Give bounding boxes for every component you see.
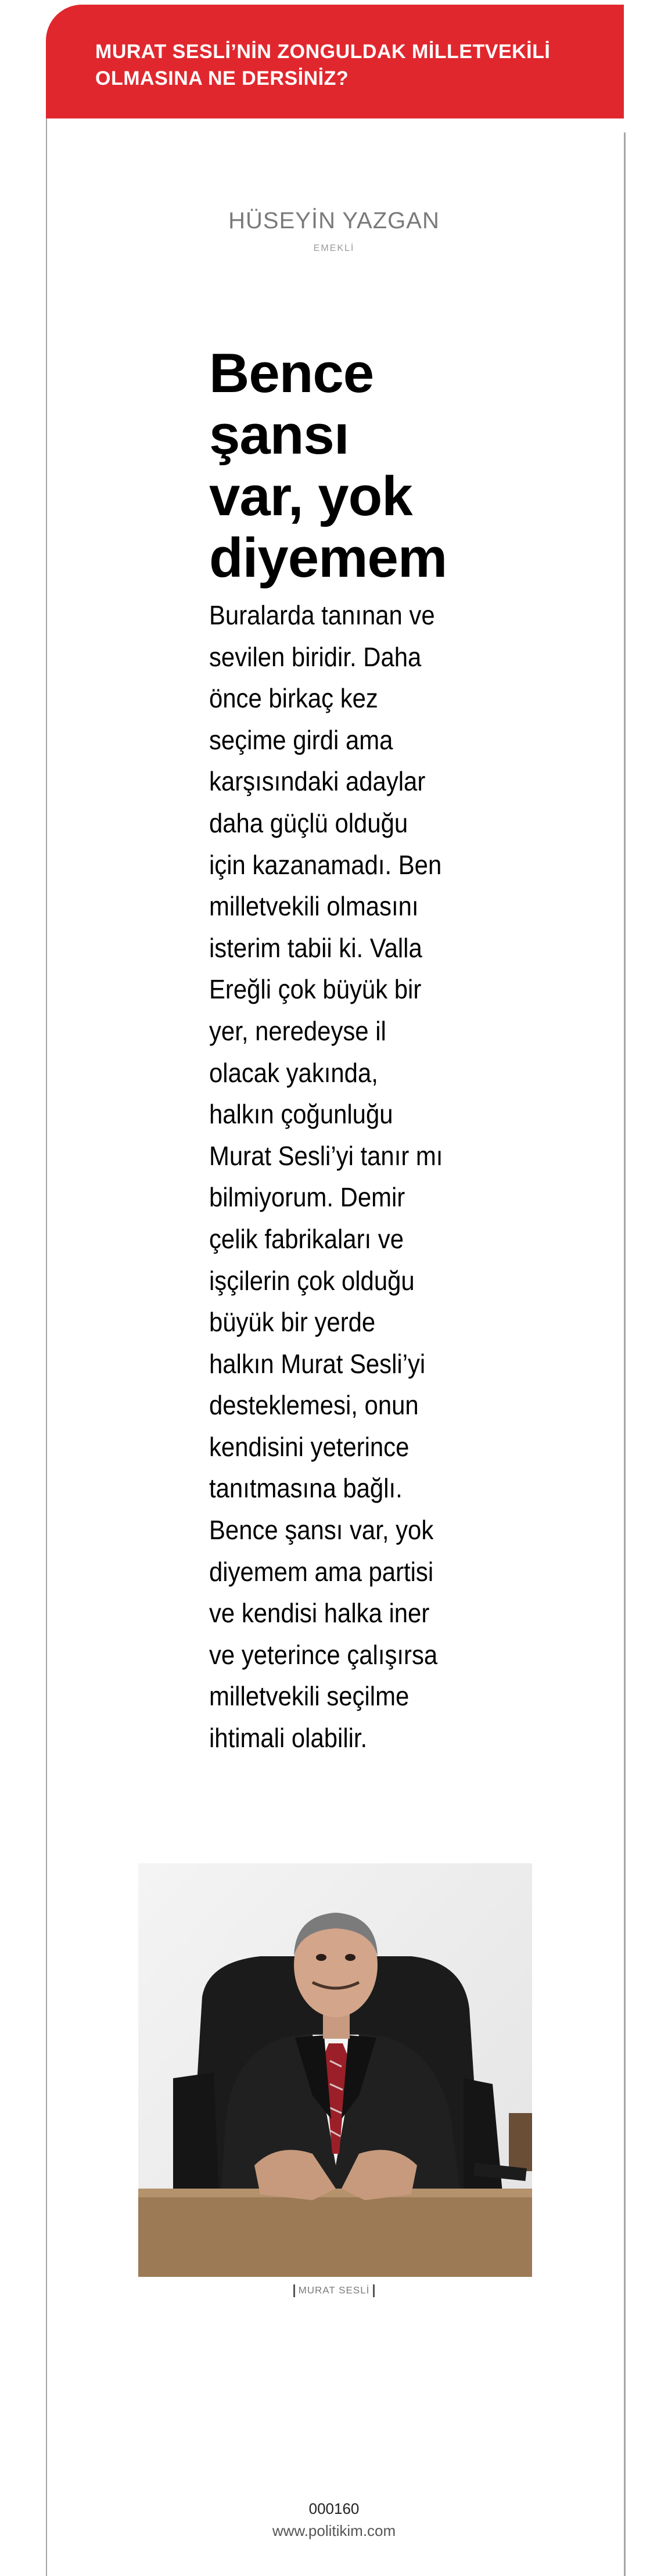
photo-caption [0,2284,668,2297]
header-banner [46,5,624,118]
photo-caption-text: MURAT SESLİ [298,2284,370,2296]
site-url[interactable]: www.politikim.com [272,2522,396,2539]
article-column [209,343,453,1759]
author-name: HÜSEYİN YAZGAN [228,208,440,233]
caption-divider-left [293,2284,295,2297]
caption-divider-right [373,2284,375,2297]
frame-left-border [46,118,47,2576]
frame-right-border [624,132,626,2576]
portrait-illustration [138,1863,532,2277]
portrait-photo [138,1863,532,2277]
article-body: Buralarda tanınan ve sevilen biridir. Daha önce birkaç kez seçime girdi ama karşısındaki adaylar daha güçlü olduğu için kazanamadı. Ben milletvekili olmasını isterim tabii ki. Valla Ereğli çok büyük bir yer, neredeyse il olacak yakında, halkın çoğunluğu Murat Sesli’yi tanır mı bilmiyorum. Demir çelik fabrikaları ve işçilerin çok olduğu büyük bir yerde halkın Murat Sesli’yi desteklemesi, onun kendisini yeterince tanıtmasına bağlı. Bence şansı var, yok diyemem ama partisi ve kendisi halka iner ve yeterince çalışırsa milletvekili seçilme ihtimali olabilir. [209,600,443,1754]
page-number: 000160 [308,2500,360,2517]
article-headline: Bence şansı var, yok diyemem [209,342,447,589]
header-title: MURAT SESLİ’NİN ZONGULDAK MİLLETVEKİLİ OLMASINA NE DERSİNİZ? [95,41,551,89]
author-role: EMEKLİ [313,243,355,253]
